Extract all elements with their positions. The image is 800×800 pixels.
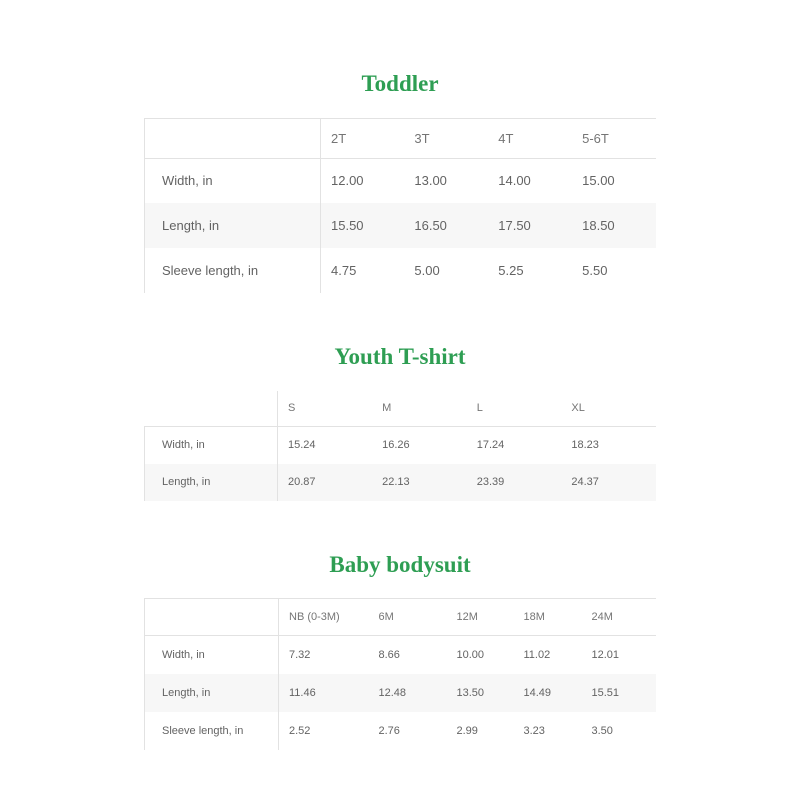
value-cell: 11.02 — [523, 649, 551, 662]
section-title: Youth T-shirt — [334, 344, 466, 370]
column-header: 6M — [369, 599, 447, 636]
value-cell: 4.75 — [331, 263, 357, 279]
value-cell: 8.66 — [378, 649, 400, 662]
column-header: 2T — [321, 118, 405, 158]
row-label: Sleeve length, in — [145, 712, 279, 750]
column-header: 18M — [514, 599, 582, 636]
size-table — [144, 598, 656, 750]
size-table-body — [145, 636, 657, 750]
column-header: NB (0-3M) — [279, 599, 369, 636]
corner-cell — [145, 599, 279, 636]
size-table-header — [145, 118, 657, 158]
header-row — [145, 599, 657, 636]
value-cell: 12.00 — [331, 173, 364, 189]
value-cell: 15.24 — [288, 439, 316, 452]
table-row — [145, 158, 657, 203]
value-cell: 12.48 — [369, 674, 447, 712]
value-cell: 2.76 — [378, 724, 400, 737]
table-row — [145, 712, 657, 750]
value-cell: 20.87 — [278, 464, 373, 501]
value-cell: 14.49 — [514, 674, 582, 712]
value-cell: 14.00 — [498, 173, 531, 189]
size-charts-container — [144, 70, 656, 750]
value-cell: 5.00 — [414, 263, 440, 279]
row-label: Width, in — [145, 158, 321, 203]
value-cell: 5.25 — [498, 263, 524, 279]
value-cell: 24.37 — [561, 464, 656, 501]
value-cell: 15.50 — [321, 203, 405, 248]
corner-cell — [145, 118, 321, 158]
size-table — [144, 118, 656, 294]
column-header: 4T — [488, 118, 572, 158]
value-cell: 5.50 — [582, 263, 608, 279]
value-cell: 17.24 — [476, 439, 505, 452]
section-title: Toddler — [361, 71, 439, 96]
value-cell: 3.23 — [523, 724, 545, 737]
table-row — [145, 464, 657, 501]
size-table — [144, 391, 656, 501]
size-chart-section-youth-t-shirt — [144, 343, 656, 501]
value-cell: 7.32 — [289, 649, 311, 662]
table-row — [145, 674, 657, 712]
table-row — [145, 636, 657, 674]
value-cell: 3.50 — [591, 724, 613, 737]
column-header: 24M — [582, 599, 657, 636]
value-cell: 2.99 — [456, 724, 478, 737]
row-label: Length, in — [145, 674, 279, 712]
column-header: 3T — [404, 118, 488, 158]
column-header: XL — [561, 391, 656, 427]
size-chart-section-toddler — [144, 70, 656, 293]
value-cell: 22.13 — [372, 464, 467, 501]
table-row — [145, 203, 657, 248]
value-cell: 16.50 — [404, 203, 488, 248]
value-cell: 11.46 — [279, 674, 369, 712]
corner-cell — [145, 391, 278, 427]
row-label: Length, in — [145, 203, 321, 248]
row-label: Sleeve length, in — [145, 248, 321, 293]
row-label: Width, in — [145, 636, 279, 674]
row-label: Length, in — [145, 464, 278, 501]
column-header: M — [372, 391, 467, 427]
value-cell: 15.51 — [582, 674, 657, 712]
column-header: L — [467, 391, 562, 427]
row-label: Width, in — [145, 427, 278, 464]
value-cell: 2.52 — [289, 724, 311, 737]
table-row — [145, 427, 657, 464]
size-table-body — [145, 158, 657, 293]
header-row — [145, 391, 657, 427]
column-header: 5-6T — [572, 118, 656, 158]
value-cell: 13.00 — [414, 173, 447, 189]
header-row — [145, 118, 657, 158]
size-table-body — [145, 427, 657, 501]
size-charts-page — [144, 0, 656, 750]
value-cell: 16.26 — [382, 439, 410, 452]
size-table-header — [145, 599, 657, 636]
column-header: 12M — [447, 599, 514, 636]
value-cell: 13.50 — [447, 674, 514, 712]
section-title: Baby bodysuit — [329, 551, 471, 577]
value-cell: 15.00 — [582, 173, 615, 189]
size-chart-section-baby-bodysuit — [144, 551, 656, 750]
value-cell: 18.50 — [572, 203, 656, 248]
value-cell: 17.50 — [488, 203, 572, 248]
column-header: S — [278, 391, 373, 427]
value-cell: 18.23 — [571, 439, 599, 452]
value-cell: 23.39 — [467, 464, 562, 501]
value-cell: 10.00 — [456, 649, 485, 662]
table-row — [145, 248, 657, 293]
value-cell: 12.01 — [591, 649, 620, 662]
size-table-header — [145, 391, 657, 427]
